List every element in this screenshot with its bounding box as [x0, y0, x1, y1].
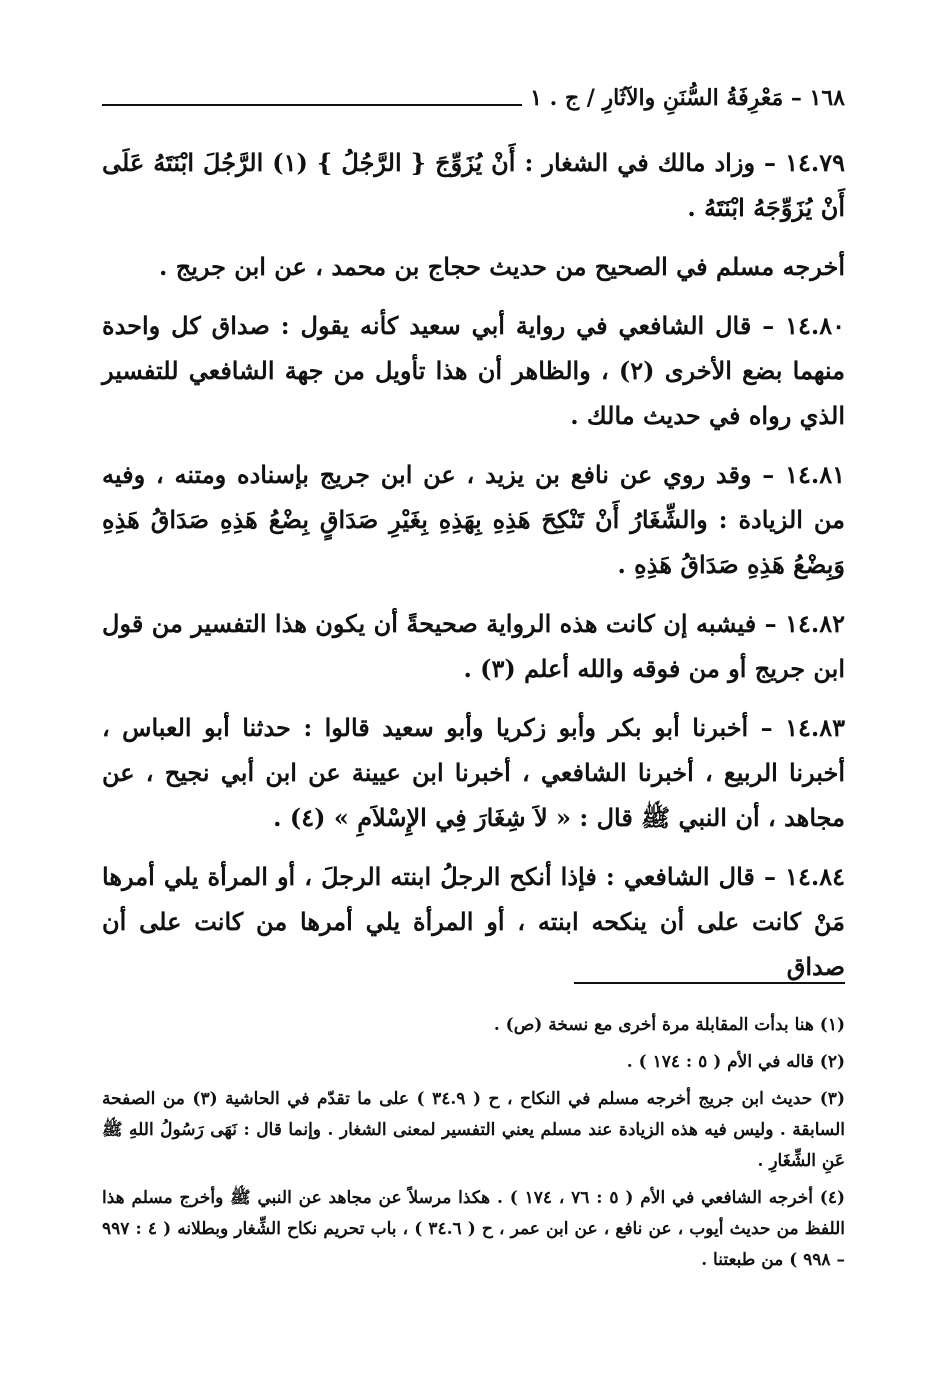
paragraph-14084: ١٤.٨٤ – قال الشافعي : فإذا أنكح الرجلُ ابنته الرجلَ ، أو المرأة يلي أمرها مَنْ كانت على أن ينكحه ابنته ، أو المرأة يلي أمرها من كانت على أن صداق [102, 862, 845, 981]
footnote-2: (٢) قاله في الأم ( ٥ : ١٧٤ ) . [626, 1052, 845, 1072]
footnotes [102, 1010, 845, 1282]
footnote-separator [574, 982, 845, 984]
paragraph-14080: ١٤.٨٠ – قال الشافعي في رواية أبي سعيد كأنه يقول : صداق كل واحدة منهما بضع الأخرى (٢) ، والظاهر أن هذا تأويل من جهة الشافعي للتفسير الذي رواه في حديث مالك . [102, 311, 845, 430]
running-header [102, 82, 845, 114]
main-text [102, 140, 845, 1003]
paragraph-14083: ١٤.٨٣ – أخبرنا أبو بكر وأبو زكريا وأبو سعيد قالوا : حدثنا أبو العباس ، أخبرنا الربيع ، أخبرنا الشافعي ، أخبرنا ابن عيينة عن ابن أبي نجيح ، عن مجاهد ، أن النبي ﷺ قال : « لاَ شِغَارَ فِي الإِسْلاَمِ » (٤) . [102, 713, 845, 832]
footnote-1: (١) هنا بدأت المقابلة مرة أخرى مع نسخة (ص) . [493, 1015, 845, 1035]
paragraph-14082: ١٤.٨٢ – فيشبه إن كانت هذه الرواية صحيحةً أن يكون هذا التفسير من قول ابن جريج أو من فوقه والله أعلم (٣) . [102, 609, 845, 683]
footnote-3: (٣) حديث ابن جريج أخرجه مسلم في النكاح ، ح ( ٣٤.٩ ) على ما تقدّم في الحاشية (٣) من الصفحة السابقة . وليس فيه هذه الزيادة عند مسلم يعني التفسير لمعنى الشغار . وإنما قال : نَهَى رَسُولُ اللهِ ﷺ عَنِ الشِّغَارِ . [102, 1089, 845, 1171]
header-title: ١٦٨ – مَعْرِفَةُ السُّنَنِ والآثَارِ / ج . ١ [530, 85, 845, 111]
header-rule [102, 104, 522, 106]
paragraph-14081: ١٤.٨١ – وقد روي عن نافع بن يزيد ، عن ابن جريج بإسناده ومتنه ، وفيه من الزيادة : والشِّغَارُ أَنْ تَنْكِحَ هَذِهِ بِهَذِهِ بِغَيْرِ صَدَاقٍ بِضْعُ هَذِهِ صَدَاقُ هَذِهِ وَبِضْعُ هَذِهِ صَدَاقُ هَذِهِ . [102, 460, 845, 579]
paragraph-14079: ١٤.٧٩ – وزاد مالك في الشغار : أَنْ يُزَوِّجَ { الرَّجُلُ } (١) الرَّجُلَ ابْنَتَهُ عَلَى أَنْ يُزَوِّجَهُ ابْنَتَهُ . [102, 148, 846, 222]
footnote-4: (٤) أخرجه الشافعي في الأم ( ٥ : ٧٦ ، ١٧٤ ) . هكذا مرسلاً عن مجاهد عن النبي ﷺ وأخرج مسلم هذا اللفظ من حديث أيوب ، عن نافع ، عن ابن عمر ، ح ( ٣٤.٦ ) ، باب تحريم نكاح الشِّغار وبطلانه ( ٤ : ٩٩٧ – ٩٩٨ ) من طبعتنا . [102, 1188, 845, 1270]
paragraph-takhrij: أخرجه مسلم في الصحيح من حديث حجاج بن محمد ، عن ابن جريج . [158, 252, 845, 281]
